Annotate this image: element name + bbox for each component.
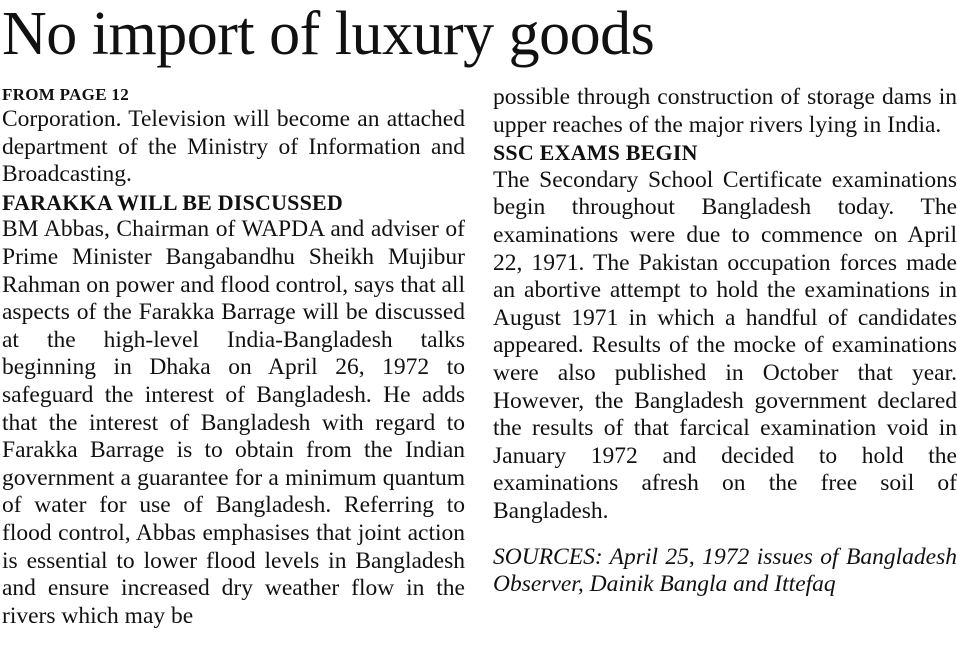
sources-credit: SOURCES: April 25, 1972 issues of Bangladesh Observer, Dainik Bangla and Ittefaq [493, 543, 957, 598]
left-column [2, 84, 465, 630]
subhead-ssc-exams: SSC EXAMS BEGIN [493, 140, 698, 166]
right-paragraph-2: The Secondary School Certificate examinations begin throughout Bangladesh today. The examinations were due to commence on April 22, 1971. The Pakistan occupation forces made an abortive attempt to hold the examinations in August 1971 in which a handful of candidates appeared. Results of the mocke of examinations were also published in October that year. However, the Bangladesh government declared the results of that farcical examination void in January 1972 and decided to hold the examinations afresh on the free soil of Bangladesh. [493, 166, 957, 524]
right-paragraph-1: possible through construction of storage dams in upper reaches of the major rivers lying in India. [493, 84, 957, 138]
subhead-farakka: FARAKKA WILL BE DISCUSSED [2, 189, 344, 215]
headline: No import of luxury goods [2, 0, 655, 68]
right-column [493, 84, 957, 622]
left-paragraph-2: BM Abbas, Chairman of WAPDA and adviser of Prime Minister Bangabandhu Sheikh Mujibur Rahman on power and flood control, says that all aspects of the Farakka Barrage will be discussed at the high-level India-Bangladesh talks beginning in Dhaka on April 26, 1972 to safeguard the interest of Bangladesh. He adds that the interest of Bangladesh with regard to Farakka Barrage is to obtain from the Indian government a guarantee for a minimum quantum of water for use of Bangladesh. Referring to flood control, Abbas emphasises that joint action is essential to lower flood levels in Bangladesh and ensure increased dry weather flow in the rivers which may be [2, 216, 465, 629]
continued-from-label: FROM PAGE 12 [2, 85, 129, 104]
left-paragraph-1: Corporation. Television will become an attached department of the Ministry of Information and Broadcasting. [2, 106, 465, 188]
